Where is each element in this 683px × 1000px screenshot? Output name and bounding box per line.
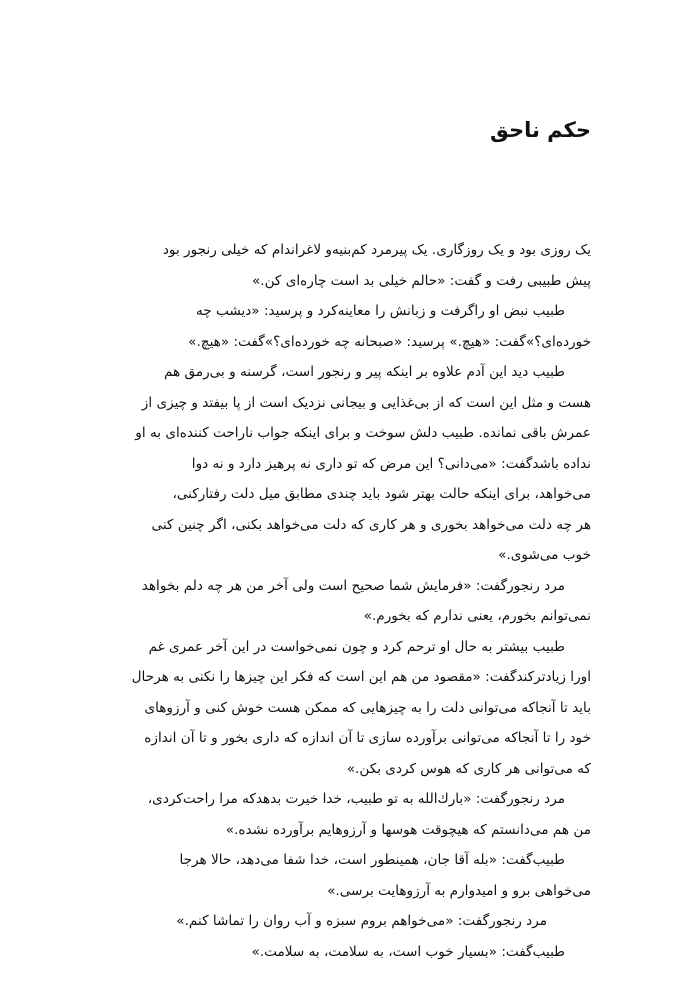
text-line: طبیب بیشتر به حال او ترحم کرد و چون نمی‌خواست در این آخر عمری غم	[148, 638, 565, 655]
text-line: می‌خواهد، برای اینکه حالت بهتر شود باید چندی مطابق میل دلت رفتارکنی،	[172, 486, 591, 502]
text-line: نداده باشدگفت: «می‌دانی؟ این مرض که تو داری نه پرهیز دارد و نه دوا	[191, 455, 591, 472]
text-line: طبیب دید این آدم علاوه بر اینکه پیر و رنجور است، گرسنه و بی‌رمق هم	[163, 364, 565, 380]
text-line: خوب می‌شوی.»	[498, 547, 591, 563]
text-line: اورا زیادترکندگفت: «مقصود من هم این است که فکر این چیزها را نکنی به هرحال	[131, 669, 591, 685]
text-line: که می‌توانی هر کاری که هوس کردی بکن.»	[346, 760, 591, 777]
text-line: طبیب‌گفت: «بله آقا جان، همینطور است، خدا شفا می‌دهد، حالا هرجا	[179, 852, 565, 868]
text-line: من هم می‌دانستم که هیچوقت هوسها و آرزوهایم برآورده نشده.»	[225, 821, 591, 838]
text-line: طبیب نبض او راگرفت و زبانش را معاینه‌کرد و پرسید: «دیشب چه	[195, 303, 565, 319]
text-line: یک روزی بود و یک روزگاری. یک پیرمرد کم‌بنیه‌و لاغراندام که خیلی رنجور بود	[162, 242, 591, 258]
text-line: خورده‌ای؟»گفت: «هیچ.» پرسید: «صبحانه چه خورده‌ای؟»گفت: «هیچ.»	[188, 333, 591, 350]
text-line: مرد رنجورگفت: «بارك‌الله به تو طبیب، خدا خیرت بدهدکه مرا راحت‌کردی،	[147, 791, 565, 807]
text-line: مرد رنجورگفت: «فرمایش شما صحیح است ولی آخر من هر چه دلم بخواهد	[141, 577, 565, 594]
story-title: حکم ناحق	[490, 118, 591, 142]
text-line: طبیب‌گفت: «بسیار خوب است، به سلامت، به سلامت.»	[251, 943, 565, 960]
text-line: می‌خواهی برو و امیدوارم به آرزوهایت برسی.»	[327, 882, 591, 899]
text-line: خود را تا آنجاکه می‌توانی برآورده سازی تا آن اندازه که داری بخور و تا آن اندازه	[144, 730, 591, 746]
text-line: نمی‌توانم بخورم، یعنی ندارم که بخورم.»	[363, 608, 591, 624]
text-line: باید تا آنجاکه می‌توانی دلت را به چیزهایی که ممکن هست خوش کنی و آرزوهای	[144, 699, 591, 716]
story-body	[92, 235, 591, 967]
text-line: هر چه دلت می‌خواهد بخوری و هر کاری که دلت می‌خواهد بکنی، اگر چنین کنی	[151, 516, 591, 533]
text-line: عمرش باقی نمانده. طبیب دلش سوخت و برای اینکه جواب ناراحت کننده‌ای به او	[135, 425, 591, 441]
text-line: پیش طبیبی رفت و گفت: «حالم خیلی بد است چاره‌ای کن.»	[251, 272, 591, 289]
text-line: هست و مثل این است که از بی‌غذایی و بیجانی نزدیک است از پا بیفتد و چیزی از	[141, 394, 591, 411]
text-line: مرد رنجورگفت: «می‌خواهم بروم سبزه و آب روان را تماشا کنم.»	[176, 913, 547, 929]
